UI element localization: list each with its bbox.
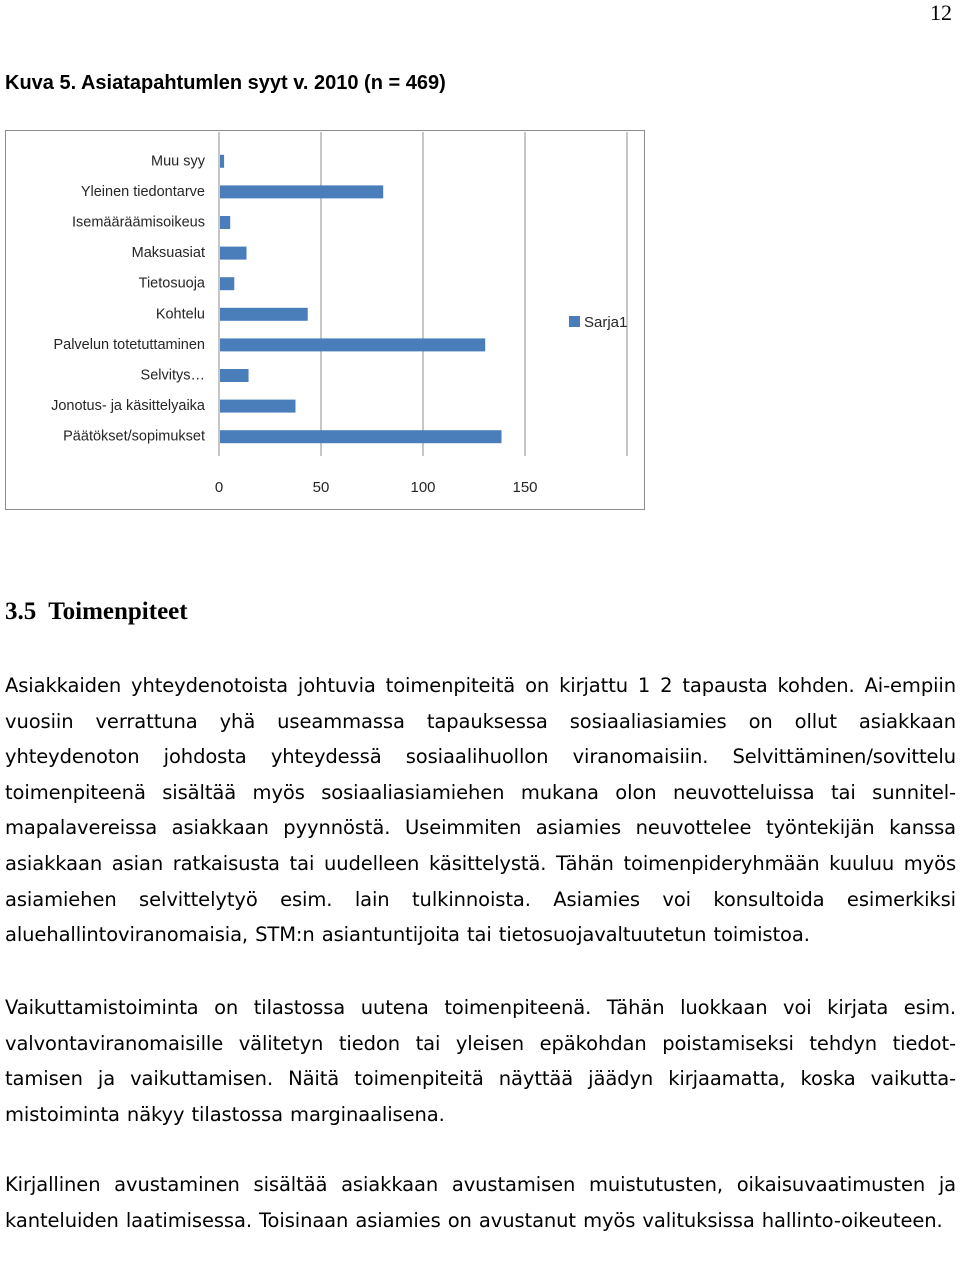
x-tick-label: 50: [312, 479, 330, 496]
bar: [220, 155, 224, 168]
bar: [220, 308, 308, 321]
bar: [220, 400, 295, 413]
bar: [220, 369, 249, 382]
category-label: Selvitys…: [140, 367, 205, 384]
bar: [220, 185, 383, 198]
bar: [220, 430, 502, 443]
figure-caption: Kuva 5. Asiatapahtumlen syyt v. 2010 (n = 469): [5, 72, 446, 94]
legend-label: Sarja1: [584, 314, 628, 331]
paragraph-1: Asiakkaiden yhteydenotoista johtuvia toimenpiteitä on kirjattu 1 2 tapausta kohden. Ai-empiin vuosiin verrattuna yhä useammassa tapauksessa sosiaaliasiamies on ollut asiakkaan yhteydenoton johdosta yhteydessä sosiaalihuollon viranomaisiin. Selvittäminen/sovittelu toimenpiteenä sisältää myös sosiaaliasiamiehen mukana olon neuvotteluissa tai sunnitel-mapalavereissa asiakkaan pyynnöstä. Useimmiten asiamies neuvottelee työntekijän kanssa asiakkaan asian ratkaisusta tai uudelleen käsittelystä. Tähän toimenpideryhmään kuuluu myös asiamiehen selvittelytyö esim. lain tulkinnoista. Asiamies voi konsultoida esimerkiksi aluehallintoviranomaisia, STM:n asiantuntijoita tai tietosuojavaltuutetun toimistoa.: [5, 674, 956, 947]
legend-swatch: [569, 316, 580, 327]
category-label: Muu syy: [151, 153, 205, 170]
section-number: 3.5: [5, 598, 37, 625]
category-label: Päätökset/sopimukset: [63, 428, 205, 445]
bar: [220, 216, 230, 229]
category-label: Yleinen tiedontarve: [80, 183, 205, 200]
bar: [220, 277, 234, 290]
category-label: Tietosuoja: [138, 275, 205, 292]
x-tick-label: 100: [410, 479, 436, 496]
page-number: 12: [930, 0, 952, 25]
chart-svg: [6, 131, 646, 511]
paragraph-2: Vaikuttamistoiminta on tilastossa uutena toimenpiteenä. Tähän luokkaan voi kirjata esim. valvontaviranomaisille välitetyn tiedon tai yleisen epäkohdan poistamiseksi tehdyn tiedot-tamisen ja vaikuttamisen. Näitä toimenpiteitä näyttää jäädyn kirjaamatta, koska vaikutta-mistoiminta näkyy tilastossa marginaalisena.: [5, 996, 956, 1126]
section-title: Toimenpiteet: [48, 598, 188, 625]
category-label: Jonotus- ja käsittelyaika: [51, 398, 205, 415]
category-label: Palvelun totetuttaminen: [53, 336, 205, 353]
bar: [220, 338, 485, 351]
category-label: Isemääräämisoikeus: [72, 214, 205, 231]
category-label: Maksuasiat: [131, 245, 205, 262]
paragraph-3: Kirjallinen avustaminen sisältää asiakkaan avustamisen muistutusten, oikaisuvaatimusten ja kanteluiden laatimisessa. Toisinaan asiamies on avustanut myös valituksissa hallinto-oikeuteen.: [5, 1173, 956, 1232]
section-heading: [5, 598, 188, 626]
bar: [220, 247, 247, 260]
x-tick-label: 150: [512, 479, 538, 496]
category-label: Kohtelu: [155, 306, 205, 323]
x-tick-label: 0: [214, 479, 224, 496]
bar-chart: [5, 130, 645, 510]
